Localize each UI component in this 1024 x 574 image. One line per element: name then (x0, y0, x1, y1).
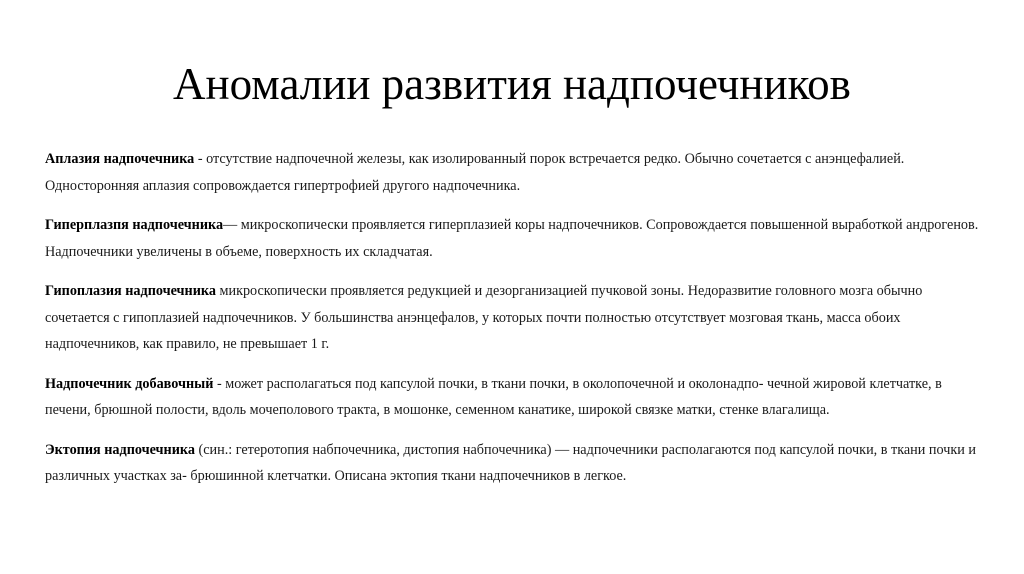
term-hyperplasia: Гиперплазпя надпочечника (45, 217, 224, 233)
paragraph-accessory (45, 371, 990, 424)
slide-title: Аномалии развития надпочечников (173, 59, 851, 109)
paragraph-aplasia (45, 146, 990, 199)
term-ectopia: Эктопия надпочечника (45, 441, 195, 458)
text-hyperplasia: — микроскопически проявляется гиперплазией коры надпочечников. Сопровождается повышенной выработкой андрогенов. Надпочечники увеличены в объеме, поверхность их складчатая. (45, 217, 979, 260)
text-aplasia: - отсутствие надпочечной железы, как изолированный порок встречается редко. Обычно сочетается с анэнцефалией. Односторонняя аплазия сопровождается гипертрофией другого надпочечника. (45, 151, 905, 194)
term-accessory: Надпочечник добавочный (45, 375, 214, 392)
term-hypoplasia: Гипоплазия надпочечника (45, 283, 216, 299)
text-hypoplasia: микроскопически проявляется редукцией и дезорганизацией пучковой зоны. Недоразвитие головного мозга обычно сочетается с гипоплазией надпочечников. У большинства анэнцефалов, у которых почти полностью отсутствует мозговая ткань, масса обоих надпочечников, как правило, не превышает 1 г. (45, 283, 923, 352)
paragraph-hyperplasia (45, 212, 990, 265)
term-aplasia: Аплазия надпочечника (45, 151, 195, 167)
text-ectopia: (син.: гетеротопия набпочечника, дистопия набпочечника) — надпочечники располагаются под капсулой почки, в ткани почки и различных участках за- брюшинной клетчатки. Описана эктопия ткани надпочечников в легкое. (45, 441, 976, 484)
paragraph-hypoplasia (45, 278, 990, 358)
text-accessory: - может располагаться под капсулой почки, в ткани почки, в околопочечной и околонадпо- чечной жировой клетчатке, в печени, брюшной полости, вдоль мочеполового тракта, в мошонке, семенном канатике, широкой связке матки, стенке влагалища. (45, 375, 942, 418)
paragraph-ectopia (45, 437, 990, 490)
slide-content (45, 146, 990, 503)
